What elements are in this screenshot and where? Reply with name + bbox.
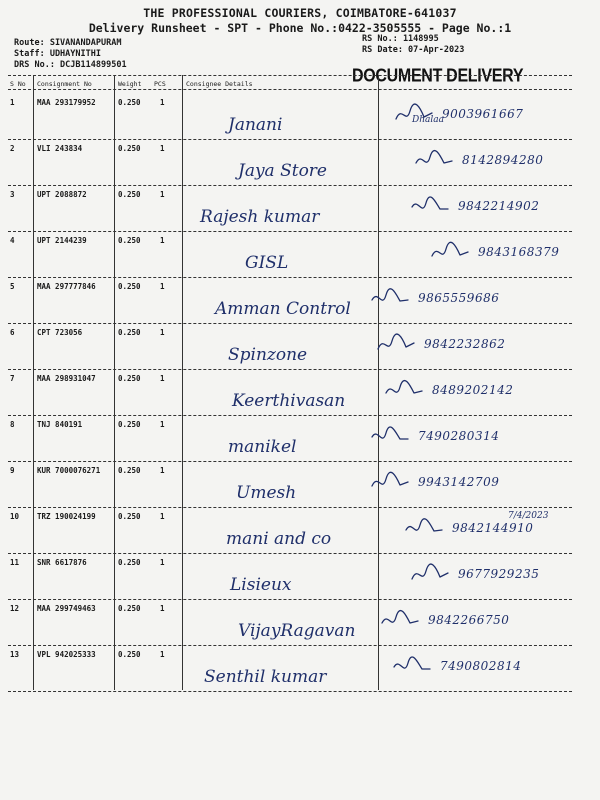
row-separator <box>8 691 572 692</box>
row-consignment-no: MAA 298931047 <box>37 374 96 383</box>
table-top-rule <box>8 75 572 76</box>
signature-scribble <box>404 517 444 541</box>
row-serial: 13 <box>10 650 20 659</box>
row-separator <box>8 185 572 186</box>
signature-scribble <box>394 103 434 127</box>
row-weight: 0.250 <box>118 420 141 429</box>
row-serial: 1 <box>10 98 15 107</box>
row-pcs: 1 <box>160 236 165 245</box>
column-divider <box>33 75 34 690</box>
row-serial: 2 <box>10 144 15 153</box>
row-serial: 9 <box>10 466 15 475</box>
column-divider <box>114 75 115 690</box>
row-serial: 7 <box>10 374 15 383</box>
handwritten-phone: 9842144910 <box>452 521 534 535</box>
column-divider <box>378 75 379 690</box>
column-header: Consignee Details <box>186 80 253 88</box>
handwritten-phone: 9003961667 <box>442 107 524 121</box>
row-separator <box>8 507 572 508</box>
rs-date: RS Date: 07-Apr-2023 <box>362 45 465 55</box>
row-weight: 0.250 <box>118 374 141 383</box>
handwritten-consignee-name: Lisieux <box>230 575 292 595</box>
row-pcs: 1 <box>160 558 165 567</box>
handwritten-phone: 7490802814 <box>440 659 522 673</box>
handwritten-phone: 9842232862 <box>424 337 506 351</box>
signature-scribble <box>430 241 470 265</box>
document-delivery-stamp: DOCUMENT DELIVERY <box>352 66 524 87</box>
handwritten-consignee-name: Keerthivasan <box>232 391 346 411</box>
row-consignment-no: MAA 293179952 <box>37 98 96 107</box>
handwritten-consignee-name: Rajesh kumar <box>200 207 320 227</box>
row-consignment-no: TNJ 840191 <box>37 420 83 429</box>
row-weight: 0.250 <box>118 98 141 107</box>
handwritten-consignee-name: manikel <box>228 437 297 457</box>
signature-scribble <box>376 333 416 357</box>
row-separator <box>8 139 572 140</box>
signature-scribble <box>392 655 432 679</box>
row-serial: 3 <box>10 190 15 199</box>
row-weight: 0.250 <box>118 328 141 337</box>
rs-number: RS No.: 1148995 <box>362 34 439 44</box>
signature-scribble <box>410 195 450 219</box>
row-weight: 0.250 <box>118 144 141 153</box>
row-separator <box>8 231 572 232</box>
row-separator <box>8 415 572 416</box>
handwritten-phone: 7490280314 <box>418 429 500 443</box>
row-weight: 0.250 <box>118 650 141 659</box>
row-consignment-no: UPT 2144239 <box>37 236 87 245</box>
handwritten-phone: 9677929235 <box>458 567 540 581</box>
row-consignment-no: CPT 723056 <box>37 328 83 337</box>
company-title: THE PROFESSIONAL COURIERS, COIMBATORE-641037 <box>143 6 457 20</box>
row-separator <box>8 277 572 278</box>
handwritten-phone: 9943142709 <box>418 475 500 489</box>
row-pcs: 1 <box>160 512 165 521</box>
row-consignment-no: VLI 243834 <box>37 144 83 153</box>
row-consignment-no: MAA 297777846 <box>37 282 96 291</box>
row-weight: 0.250 <box>118 190 141 199</box>
row-serial: 8 <box>10 420 15 429</box>
row-consignment-no: VPL 942025333 <box>37 650 96 659</box>
row-pcs: 1 <box>160 650 165 659</box>
handwritten-consignee-name: Janani <box>228 115 283 135</box>
staff-label: Staff: UDHAYNITHI <box>14 49 101 59</box>
handwritten-phone: 8142894280 <box>462 153 544 167</box>
row-weight: 0.250 <box>118 512 141 521</box>
row-consignment-no: SNR 6617876 <box>37 558 87 567</box>
handwritten-consignee-name: Senthil kumar <box>204 667 327 687</box>
handwritten-note: 7/4/2023 <box>508 511 549 521</box>
row-weight: 0.250 <box>118 466 141 475</box>
signature-scribble <box>370 287 410 311</box>
row-separator <box>8 645 572 646</box>
handwritten-consignee-name: Jaya Store <box>238 161 327 181</box>
row-serial: 6 <box>10 328 15 337</box>
row-separator <box>8 369 572 370</box>
handwritten-note: Dhalaa <box>412 115 444 125</box>
handwritten-phone: 9842266750 <box>428 613 510 627</box>
row-consignment-no: KUR 7000076271 <box>37 466 101 475</box>
row-serial: 4 <box>10 236 15 245</box>
row-pcs: 1 <box>160 144 165 153</box>
signature-scribble <box>370 471 410 495</box>
column-header: PCS <box>154 80 166 88</box>
row-serial: 12 <box>10 604 20 613</box>
row-weight: 0.250 <box>118 558 141 567</box>
row-serial: 10 <box>10 512 20 521</box>
signature-scribble <box>370 425 410 449</box>
row-weight: 0.250 <box>118 236 141 245</box>
row-pcs: 1 <box>160 282 165 291</box>
handwritten-consignee-name: mani and co <box>226 529 332 549</box>
column-header: Weight <box>118 80 142 88</box>
signature-scribble <box>414 149 454 173</box>
row-consignment-no: MAA 299749463 <box>37 604 96 613</box>
signature-scribble <box>384 379 424 403</box>
drs-label: DRS No.: DCJB114899501 <box>14 60 127 70</box>
row-pcs: 1 <box>160 328 165 337</box>
signature-scribble <box>380 609 420 633</box>
header-rule <box>8 89 572 90</box>
row-pcs: 1 <box>160 604 165 613</box>
row-pcs: 1 <box>160 190 165 199</box>
signature-scribble <box>410 563 450 587</box>
row-consignment-no: TRZ 190024199 <box>37 512 96 521</box>
row-weight: 0.250 <box>118 282 141 291</box>
column-header: S No <box>10 80 26 88</box>
handwritten-phone: 8489202142 <box>432 383 514 397</box>
row-separator <box>8 323 572 324</box>
row-pcs: 1 <box>160 98 165 107</box>
row-separator <box>8 553 572 554</box>
handwritten-phone: 9843168379 <box>478 245 560 259</box>
row-consignment-no: UPT 2088872 <box>37 190 87 199</box>
row-pcs: 1 <box>160 466 165 475</box>
handwritten-consignee-name: Umesh <box>236 483 297 503</box>
handwritten-consignee-name: Spinzone <box>228 345 308 365</box>
row-pcs: 1 <box>160 374 165 383</box>
handwritten-consignee-name: Amman Control <box>215 299 351 319</box>
row-separator <box>8 599 572 600</box>
row-serial: 11 <box>10 558 20 567</box>
handwritten-phone: 9865559686 <box>418 291 500 305</box>
handwritten-consignee-name: VijayRagavan <box>238 621 356 641</box>
runsheet-title: Delivery Runsheet - SPT - Phone No.:0422-3505555 - Page No.:1 <box>88 21 512 35</box>
route-label: Route: SIVANANDAPURAM <box>14 38 122 48</box>
row-separator <box>8 461 572 462</box>
handwritten-phone: 9842214902 <box>458 199 540 213</box>
column-divider <box>182 75 183 690</box>
column-header: Consignment No <box>37 80 92 88</box>
row-pcs: 1 <box>160 420 165 429</box>
handwritten-consignee-name: GISL <box>245 253 289 273</box>
row-serial: 5 <box>10 282 15 291</box>
row-weight: 0.250 <box>118 604 141 613</box>
